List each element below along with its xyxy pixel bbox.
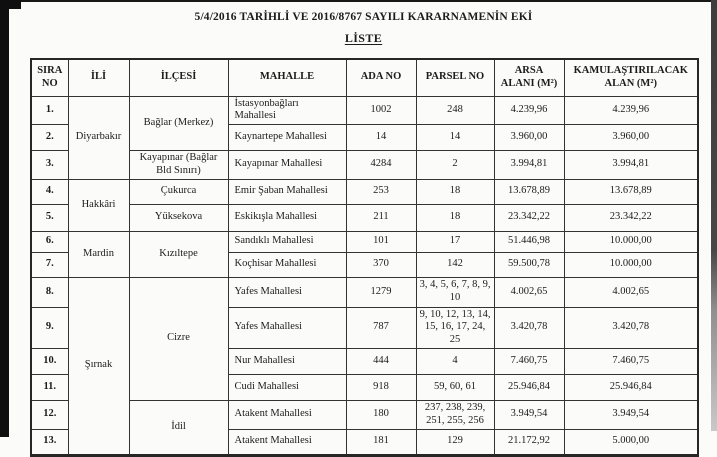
cell-kamulastirilacak-alan: 25.946,84: [564, 375, 698, 401]
cell-arsa-alani: 51.446,98: [494, 231, 564, 252]
scan-artifact-topleft-blob: [0, 0, 21, 9]
scan-artifact-left-band: [0, 0, 9, 437]
cell-sira-no: 6.: [31, 231, 68, 252]
cell-mahalle: Emir Şaban Mahallesi: [228, 179, 346, 204]
cell-kamulastirilacak-alan: 5.000,00: [564, 429, 698, 455]
table-row: [31, 179, 698, 204]
cell-ilcesi: Çukurca: [129, 179, 228, 204]
cell-parsel-no: 248: [416, 96, 494, 125]
table-row: [31, 96, 698, 125]
cell-ada-no: 4284: [346, 151, 416, 180]
cell-sira-no: 13.: [31, 429, 68, 455]
cell-ili: Şırnak: [68, 277, 129, 455]
cell-ada-no: 1279: [346, 277, 416, 307]
cell-ada-no: 180: [346, 401, 416, 430]
cell-parsel-no: 3, 4, 5, 6, 7, 8, 9, 10: [416, 277, 494, 307]
cell-mahalle: Yafes Mahallesi: [228, 307, 346, 348]
cell-mahalle: Kayapınar Mahallesi: [228, 151, 346, 180]
cell-arsa-alani: 4.239,96: [494, 96, 564, 125]
cell-sira-no: 4.: [31, 179, 68, 204]
col-header-ada-no: ADA NO: [346, 59, 416, 96]
cell-parsel-no: 18: [416, 204, 494, 231]
cell-ilcesi: Yüksekova: [129, 204, 228, 231]
cell-arsa-alani: 25.946,84: [494, 375, 564, 401]
cell-ada-no: 253: [346, 179, 416, 204]
scan-artifact-right-band: [711, 0, 717, 431]
cell-kamulastirilacak-alan: 3.949,54: [564, 401, 698, 430]
cell-arsa-alani: 7.460,75: [494, 349, 564, 375]
cell-kamulastirilacak-alan: 3.960,00: [564, 125, 698, 151]
cell-mahalle: Atakent Mahallesi: [228, 401, 346, 430]
cell-sira-no: 3.: [31, 151, 68, 180]
cell-ili: Hakkâri: [68, 179, 129, 231]
cell-mahalle: Atakent Mahallesi: [228, 429, 346, 455]
cell-parsel-no: 237, 238, 239, 251, 255, 256: [416, 401, 494, 430]
cell-mahalle: Kaynartepe Mahallesi: [228, 125, 346, 151]
col-header-ilcesi: İLÇESİ: [129, 59, 228, 96]
cell-kamulastirilacak-alan: 10.000,00: [564, 252, 698, 277]
cell-sira-no: 10.: [31, 349, 68, 375]
cell-parsel-no: 14: [416, 125, 494, 151]
cell-sira-no: 1.: [31, 96, 68, 125]
cell-kamulastirilacak-alan: 4.239,96: [564, 96, 698, 125]
cell-ilcesi: İdil: [129, 401, 228, 456]
cell-arsa-alani: 13.678,89: [494, 179, 564, 204]
cell-ada-no: 211: [346, 204, 416, 231]
col-header-kamulastirilacak-alan: KAMULAŞTIRILACAK ALAN (M²): [564, 59, 698, 96]
cell-ilcesi: Kayapınar (Bağlar Bld Sınırı): [129, 151, 228, 180]
table-row: [31, 204, 698, 231]
cell-kamulastirilacak-alan: 13.678,89: [564, 179, 698, 204]
cell-mahalle: Koçhisar Mahallesi: [228, 252, 346, 277]
table-row: [31, 401, 698, 430]
page-title: 5/4/2016 TARİHLİ VE 2016/8767 SAYILI KARARNAMENİN EKİ: [194, 11, 533, 23]
cell-arsa-alani: 3.994,81: [494, 151, 564, 180]
cell-mahalle: Yafes Mahallesi: [228, 277, 346, 307]
header-row: [31, 59, 698, 96]
cell-arsa-alani: 21.172,92: [494, 429, 564, 455]
table-row: [31, 151, 698, 180]
cell-ilcesi: Cizre: [129, 277, 228, 400]
document-header: [30, 11, 697, 46]
expropriation-list-table: [30, 58, 699, 457]
cell-parsel-no: 9, 10, 12, 13, 14, 15, 16, 17, 24, 25: [416, 307, 494, 348]
cell-parsel-no: 17: [416, 231, 494, 252]
cell-sira-no: 8.: [31, 277, 68, 307]
cell-ada-no: 181: [346, 429, 416, 455]
cell-ada-no: 101: [346, 231, 416, 252]
cell-kamulastirilacak-alan: 10.000,00: [564, 231, 698, 252]
cell-ili: Mardin: [68, 231, 129, 277]
cell-kamulastirilacak-alan: 3.994,81: [564, 151, 698, 180]
cell-arsa-alani: 4.002,65: [494, 277, 564, 307]
cell-sira-no: 7.: [31, 252, 68, 277]
cell-mahalle: İstasyonbağları Mahallesi: [228, 96, 346, 125]
cell-ilcesi: Bağlar (Merkez): [129, 96, 228, 151]
cell-ilcesi: Kızıltepe: [129, 231, 228, 277]
cell-arsa-alani: 3.960,00: [494, 125, 564, 151]
cell-mahalle: Eskikışla Mahallesi: [228, 204, 346, 231]
cell-sira-no: 2.: [31, 125, 68, 151]
cell-parsel-no: 142: [416, 252, 494, 277]
cell-ada-no: 1002: [346, 96, 416, 125]
col-header-mahalle: MAHALLE: [228, 59, 346, 96]
cell-kamulastirilacak-alan: 23.342,22: [564, 204, 698, 231]
cell-ada-no: 444: [346, 349, 416, 375]
page-subtitle: LİSTE: [344, 31, 383, 45]
col-header-parsel-no: PARSEL NO: [416, 59, 494, 96]
cell-mahalle: Sandıklı Mahallesi: [228, 231, 346, 252]
col-header-ili: İLİ: [68, 59, 129, 96]
cell-arsa-alani: 23.342,22: [494, 204, 564, 231]
cell-sira-no: 11.: [31, 375, 68, 401]
col-header-arsa-alani: ARSA ALANI (M²): [494, 59, 564, 96]
cell-parsel-no: 59, 60, 61: [416, 375, 494, 401]
cell-arsa-alani: 59.500,78: [494, 252, 564, 277]
cell-mahalle: Nur Mahallesi: [228, 349, 346, 375]
cell-ada-no: 918: [346, 375, 416, 401]
cell-arsa-alani: 3.949,54: [494, 401, 564, 430]
cell-kamulastirilacak-alan: 3.420,78: [564, 307, 698, 348]
cell-sira-no: 12.: [31, 401, 68, 430]
col-header-sira-no: SIRA NO: [31, 59, 68, 96]
cell-kamulastirilacak-alan: 7.460,75: [564, 349, 698, 375]
cell-parsel-no: 2: [416, 151, 494, 180]
cell-ili: Diyarbakır: [68, 96, 129, 179]
cell-parsel-no: 4: [416, 349, 494, 375]
cell-parsel-no: 129: [416, 429, 494, 455]
table-row: [31, 231, 698, 252]
cell-ada-no: 14: [346, 125, 416, 151]
cell-ada-no: 370: [346, 252, 416, 277]
cell-ada-no: 787: [346, 307, 416, 348]
scan-artifact-top-line: [0, 0, 717, 2]
cell-sira-no: 9.: [31, 307, 68, 348]
cell-parsel-no: 18: [416, 179, 494, 204]
cell-kamulastirilacak-alan: 4.002,65: [564, 277, 698, 307]
cell-sira-no: 5.: [31, 204, 68, 231]
cell-arsa-alani: 3.420,78: [494, 307, 564, 348]
table-row: [31, 277, 698, 307]
cell-mahalle: Cudi Mahallesi: [228, 375, 346, 401]
